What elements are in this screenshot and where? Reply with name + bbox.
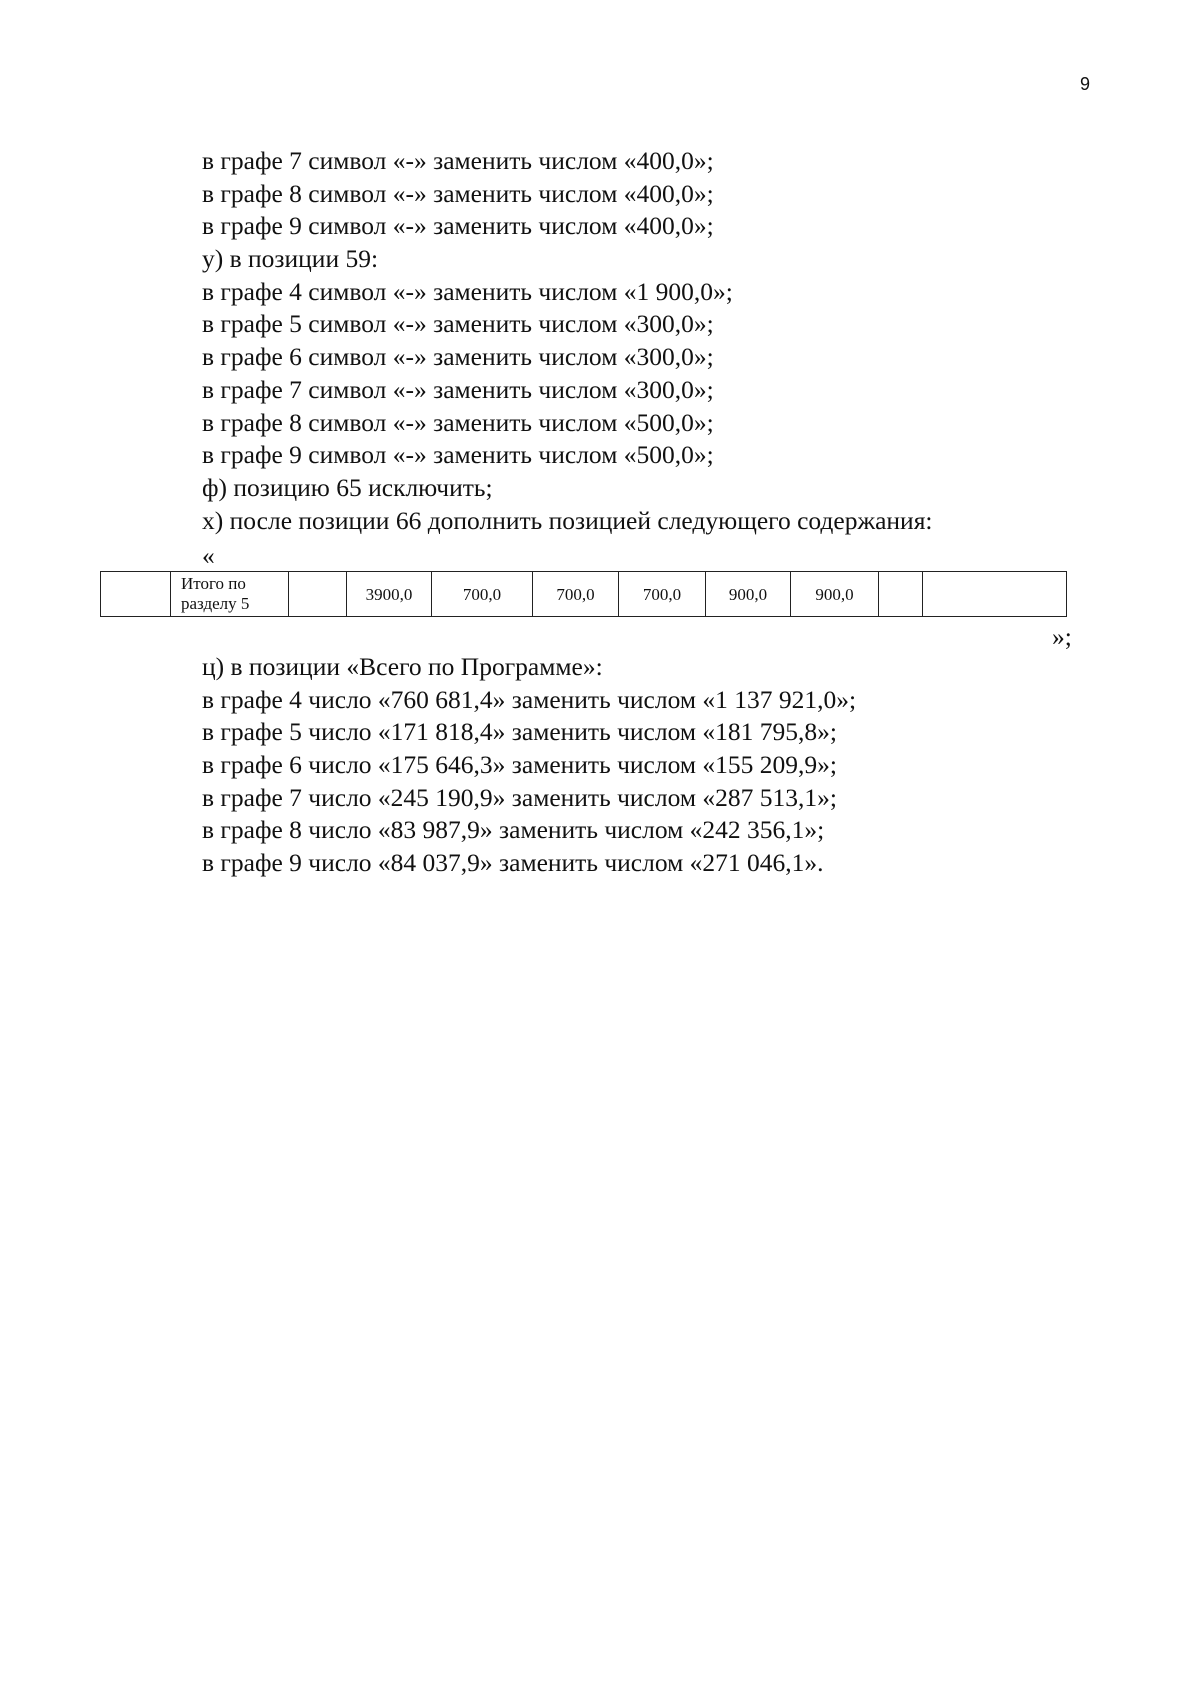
text-line: в графе 8 символ «-» заменить числом «500,0»; xyxy=(202,407,714,437)
amendment-lines-bottom xyxy=(202,651,856,880)
table-cell: 700,0 xyxy=(533,572,619,617)
open-quote: « xyxy=(202,541,215,570)
text-line: в графе 7 символ «-» заменить числом «400,0»; xyxy=(202,146,714,175)
text-line: у) в позиции 59: xyxy=(202,244,379,274)
table-cell: 3900,0 xyxy=(347,572,432,617)
close-quote: »; xyxy=(1052,622,1072,651)
text-line: в графе 5 символ «-» заменить числом «300,0»; xyxy=(202,309,714,339)
inserted-position-table xyxy=(100,571,1067,617)
amendment-lines-top xyxy=(202,145,933,537)
table-row xyxy=(101,572,1067,617)
text-line: в графе 9 символ «-» заменить числом «400,0»; xyxy=(202,211,714,241)
text-line: в графе 9 число «84 037,9» заменить числом «271 046,1». xyxy=(202,848,824,878)
text-line: в графе 6 число «175 646,3» заменить числом «155 209,9»; xyxy=(202,750,837,780)
text-line: в графе 7 число «245 190,9» заменить числом «287 513,1»; xyxy=(202,782,837,812)
table-cell: 900,0 xyxy=(791,572,879,617)
text-line: ц) в позиции «Всего по Программе»: xyxy=(202,652,603,681)
text-line: ф) позицию 65 исключить; xyxy=(202,472,493,502)
text-line: в графе 8 число «83 987,9» заменить числом «242 356,1»; xyxy=(202,815,825,845)
text-line: в графе 7 символ «-» заменить числом «300,0»; xyxy=(202,374,714,404)
text-line: х) после позиции 66 дополнить позицией следующего содержания: xyxy=(202,505,933,535)
text-line: в графе 4 символ «-» заменить числом «1 900,0»; xyxy=(202,276,733,306)
table-cell xyxy=(879,572,923,617)
table-cell xyxy=(289,572,347,617)
table-cell xyxy=(923,572,1067,617)
text-line: в графе 6 символ «-» заменить числом «300,0»; xyxy=(202,342,714,372)
table-cell: 900,0 xyxy=(706,572,791,617)
table-cell: 700,0 xyxy=(619,572,706,617)
text-line: в графе 4 число «760 681,4» заменить числом «1 137 921,0»; xyxy=(202,684,857,714)
table-cell xyxy=(101,572,171,617)
table-cell: 700,0 xyxy=(432,572,533,617)
page-number: 9 xyxy=(1079,74,1090,94)
text-line: в графе 9 символ «-» заменить числом «500,0»; xyxy=(202,440,714,470)
text-line: в графе 8 символ «-» заменить числом «400,0»; xyxy=(202,178,714,208)
text-line: в графе 5 число «171 818,4» заменить числом «181 795,8»; xyxy=(202,717,837,747)
table-cell-label: Итого по разделу 5 xyxy=(171,572,289,617)
